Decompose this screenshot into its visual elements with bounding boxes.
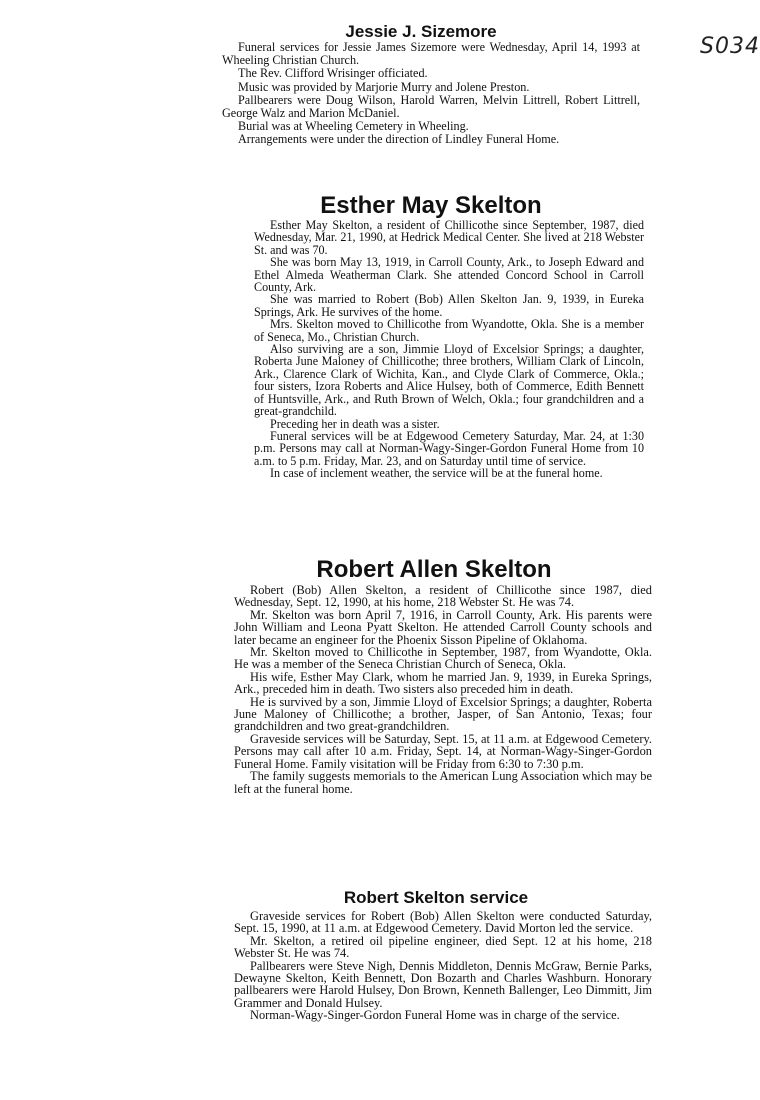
paragraph: Mr. Skelton moved to Chillicothe in September, 1987, from Wyandotte, Okla. He was a member of the Seneca Christian Church of Seneca, Okla. <box>234 645 652 672</box>
obituary-headline: Jessie J. Sizemore <box>345 22 497 41</box>
paragraph: Preceding her in death was a sister. <box>270 416 440 431</box>
paragraph: He is survived by a son, Jimmie Lloyd of Excelsior Springs; a daughter, Roberta June Maloney of Chillicothe; a brother, Jasper, of San Antonio, Texas; four grandchildren and two great-grandchildren. <box>234 694 652 734</box>
paragraph: Norman-Wagy-Singer-Gordon Funeral Home was in charge of the service. <box>250 1008 620 1023</box>
paragraph: Mr. Skelton, a retired oil pipeline engineer, died Sept. 12 at his home, 218 Webster St. He was 74. <box>234 933 652 961</box>
paragraph: Esther May Skelton, a resident of Chillicothe since September, 1987, died Wednesday, Mar. 21, 1990, at Hedrick Medical Center. She lived at 218 Webster St. and was 70. <box>254 218 644 257</box>
paragraph: Mrs. Skelton moved to Chillicothe from Wyandotte, Okla. She is a member of Seneca, Mo., Christian Church. <box>254 317 644 344</box>
obituary-body <box>222 41 640 147</box>
paragraph: The Rev. Clifford Wrisinger officiated. <box>238 66 428 81</box>
paragraph: Pallbearers were Steve Nigh, Dennis Middleton, Dennis McGraw, Bernie Parks, Dewayne Skelton, Keith Bennett, Don Bozarth and Charles Washburn. Honorary pallbearers were Harold Hulsey, Don Brown, Kenneth Ballenger, Leo Dimmitt, Jim Grammer and Donald Hulsey. <box>234 958 652 1010</box>
obituary-headline: Robert Allen Skelton <box>316 556 552 583</box>
paragraph: Graveside services for Robert (Bob) Allen Skelton were conducted Saturday, Sept. 15, 1990, at 11 a.m. at Edgewood Cemetery. David Morton led the service. <box>234 909 652 936</box>
paragraph: Funeral services will be at Edgewood Cemetery Saturday, Mar. 24, at 1:30 p.m. Persons may call at Norman-Wagy-Singer-Gordon Funeral Home from 10 a.m. to 5 p.m. Friday, Mar. 23, and on Saturday until time of service. <box>254 428 644 468</box>
paragraph: She was married to Robert (Bob) Allen Skelton Jan. 9, 1939, in Eureka Springs, Ark. He survives of the home. <box>254 292 644 319</box>
obituary-headline: Esther May Skelton <box>320 192 542 219</box>
paragraph: Music was provided by Marjorie Murry and Jolene Preston. <box>238 79 530 94</box>
obituary-body <box>254 219 644 480</box>
paragraph: Arrangements were under the direction of Lindley Funeral Home. <box>238 132 560 147</box>
paragraph: She was born May 13, 1919, in Carroll County, Ark., to Joseph Edward and Ethel Almeda Weatherman Clark. She attended Concord School in Carroll County, Ark. <box>254 255 644 295</box>
paragraph: The family suggests memorials to the American Lung Association which may be left at the funeral home. <box>234 769 652 796</box>
paragraph: Pallbearers were Doug Wilson, Harold Warren, Melvin Littrell, Robert Littrell, George Walz and Marion McDaniel. <box>222 92 640 121</box>
paragraph: Funeral services for Jessie James Sizemore were Wednesday, April 14, 1993 at Wheeling Christian Church. <box>222 40 640 68</box>
paragraph: In case of inclement weather, the service will be at the funeral home. <box>270 466 603 481</box>
paragraph: Also surviving are a son, Jimmie Lloyd of Excelsior Springs; a daughter, Roberta June Maloney of Chillicothe; three brothers, William Clark of Lincoln, Ark., Clarence Clark of Wichita, Kan., and Clyde Clark of Commerce, Okla.; four sisters, Izora Roberts and Alice Hulsey, both of Commerce, Edith Bennett of Huntsville, Ark., and Ruth Brown of Welch, Okla.; four grandchildren and a great-grandchild. <box>254 342 644 419</box>
reference-number: S034 <box>700 34 760 59</box>
obituary-body <box>234 584 652 795</box>
paragraph: His wife, Esther May Clark, whom he married Jan. 9, 1939, in Eureka Springs, Ark., preceded him in death. Two sisters also preceded him in death. <box>234 669 652 697</box>
paragraph: Robert (Bob) Allen Skelton, a resident of Chillicothe since 1987, died Wednesday, Sept. 12, 1990, at his home, 218 Webster St. He was 74. <box>234 583 652 610</box>
paragraph: Mr. Skelton was born April 7, 1916, in Carroll County, Ark. His parents were John William and Leona Pyatt Skelton. He attended Carroll County schools and later became an engineer for the Phoenix Sisson Pipeline of Oklahoma. <box>234 607 652 647</box>
paragraph: Graveside services will be Saturday, Sept. 15, at 11 a.m. at Edgewood Cemetery. Persons may call after 10 a.m. Friday, Sept. 14, at Norman-Wagy-Singer-Gordon Funeral Home. Family visitation will be Friday from 6:30 to 7:30 p.m. <box>234 731 652 771</box>
obituary-body <box>234 910 652 1022</box>
paragraph: Burial was at Wheeling Cemetery in Wheeling. <box>238 119 469 134</box>
obituary-headline: Robert Skelton service <box>343 888 529 907</box>
